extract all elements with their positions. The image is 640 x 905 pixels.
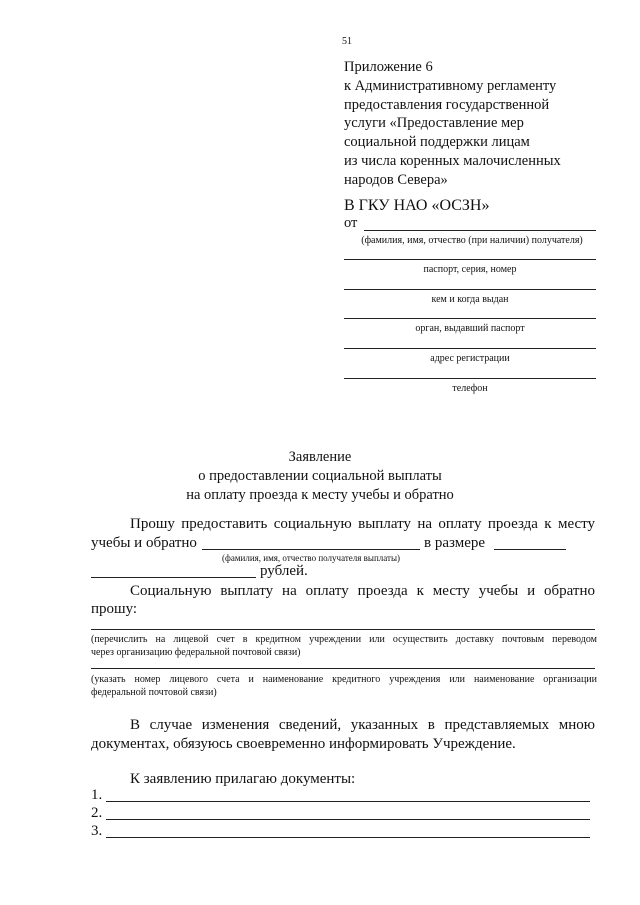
title-line: о предоставлении социальной выплаты [198, 468, 442, 484]
attachment-field-3[interactable] [106, 837, 590, 838]
passport-field[interactable] [344, 259, 596, 260]
issued-by-caption: кем и когда выдан [431, 294, 509, 305]
page-number: 51 [342, 36, 352, 47]
rubles-label: рублей. [260, 563, 308, 579]
attachment-number: 2. [91, 805, 103, 821]
from-label: от [344, 215, 358, 231]
issued-by-field[interactable] [344, 289, 596, 290]
request-line-2-start: учебы и обратно [91, 535, 197, 551]
recipient-name-caption: (фамилия, имя, отчество получателя выплаты) [222, 553, 400, 563]
attachment-field-1[interactable] [106, 801, 590, 802]
appendix-line: из числа коренных малочисленных [344, 152, 561, 169]
payment-line-2: прошу: [91, 601, 138, 617]
appendix-line: к Административному регламенту [344, 77, 557, 94]
addressee-org: В ГКУ НАО «ОСЗН» [344, 197, 490, 214]
note-line: федеральной почтовой связи) [91, 687, 217, 698]
attachments-label: К заявлению прилагаю документы: [130, 771, 356, 787]
obligation-line-1: В случае изменения сведений, указанных в представляемых мною [130, 717, 595, 733]
request-line-1: Прошу предоставить социальную выплату на оплату проезда к месту [130, 516, 595, 532]
address-field[interactable] [344, 348, 596, 349]
issuing-authority-caption: орган, выдавший паспорт [415, 323, 525, 334]
attachment-number: 1. [91, 787, 103, 803]
applicant-name-caption: (фамилия, имя, отчество (при наличии) получателя) [361, 235, 583, 246]
rubles-amount-field[interactable] [91, 577, 256, 578]
appendix-line: предоставления государственной [344, 96, 550, 113]
document-title [0, 448, 640, 505]
address-caption: адрес регистрации [430, 353, 510, 364]
payment-line-1: Социальную выплату на оплату проезда к месту учебы и обратно [130, 583, 595, 599]
account-details-note [91, 673, 597, 699]
note-line: (перечислить на лицевой счет в кредитном учреждении или осуществить доставку почтовым переводом [91, 634, 597, 645]
attachment-number: 3. [91, 823, 103, 839]
obligation-line-2: документах, обязуюсь своевременно информировать Учреждение. [91, 736, 516, 752]
attachment-field-2[interactable] [106, 819, 590, 820]
amount-field[interactable] [494, 549, 566, 550]
appendix-header [344, 58, 629, 190]
passport-caption: паспорт, серия, номер [423, 264, 517, 275]
title-line: Заявление [288, 449, 352, 465]
payment-method-field[interactable] [91, 629, 595, 630]
account-details-field[interactable] [91, 668, 595, 669]
issuing-authority-field[interactable] [344, 318, 596, 319]
phone-caption: телефон [452, 383, 488, 394]
appendix-line: услуги «Предоставление мер [344, 115, 524, 132]
appendix-line: народов Севера» [344, 171, 448, 188]
applicant-name-field[interactable] [364, 230, 596, 231]
recipient-name-field[interactable] [202, 549, 420, 550]
request-line-2-end: в размере [424, 535, 486, 551]
note-line: через организацию федеральной почтовой связи) [91, 647, 301, 658]
appendix-line: Приложение 6 [344, 59, 433, 75]
phone-field[interactable] [344, 378, 596, 379]
payment-method-note [91, 633, 597, 659]
note-line: (указать номер лицевого счета и наименование кредитного учреждения или наименование организации [91, 674, 597, 685]
appendix-line: социальной поддержки лицам [344, 134, 530, 151]
title-line: на оплату проезда к месту учебы и обратно [186, 487, 454, 503]
